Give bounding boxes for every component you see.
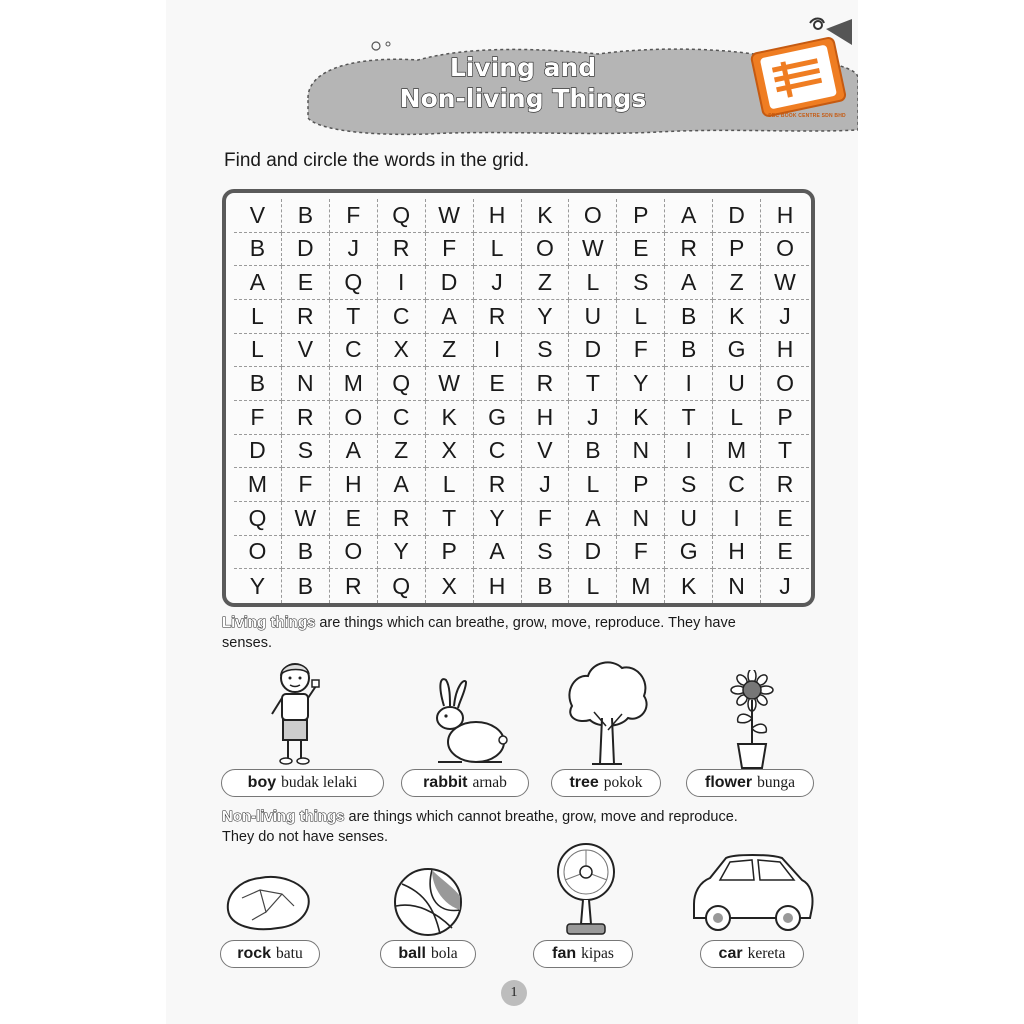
grid-cell[interactable]: M: [234, 468, 282, 502]
grid-cell[interactable]: K: [426, 401, 474, 435]
title-line-2: Non-living Things: [399, 84, 647, 113]
label-tree-my: pokok: [603, 774, 643, 791]
label-boy: [221, 769, 384, 797]
grid-cell[interactable]: R: [378, 233, 426, 267]
grid-cell[interactable]: Z: [426, 334, 474, 368]
grid-cell[interactable]: A: [378, 468, 426, 502]
label-ball-en: ball: [398, 945, 426, 962]
grid-cell[interactable]: W: [569, 233, 617, 267]
grid-cell[interactable]: K: [617, 401, 665, 435]
grid-cell[interactable]: C: [474, 435, 522, 469]
grid-cell[interactable]: W: [426, 367, 474, 401]
grid-cell[interactable]: E: [761, 536, 809, 570]
grid-cell[interactable]: J: [474, 266, 522, 300]
grid-cell[interactable]: U: [713, 367, 761, 401]
grid-cell[interactable]: L: [234, 334, 282, 368]
grid-cell[interactable]: E: [474, 367, 522, 401]
grid-cell[interactable]: H: [474, 569, 522, 603]
grid-cell[interactable]: J: [569, 401, 617, 435]
grid-cell[interactable]: L: [234, 300, 282, 334]
grid-cell[interactable]: V: [282, 334, 330, 368]
grid-cell[interactable]: Y: [234, 569, 282, 603]
rock-icon: [222, 870, 312, 932]
living-things-term: Living things: [222, 614, 316, 631]
grid-cell[interactable]: B: [282, 199, 330, 233]
grid-cell[interactable]: G: [713, 334, 761, 368]
grid-cell[interactable]: O: [522, 233, 570, 267]
grid-cell[interactable]: O: [234, 536, 282, 570]
label-rock-en: rock: [237, 945, 272, 962]
grid-cell[interactable]: E: [761, 502, 809, 536]
grid-cell[interactable]: F: [330, 199, 378, 233]
title-line-1: Living and: [449, 53, 597, 82]
grid-cell[interactable]: R: [378, 502, 426, 536]
grid-cell[interactable]: N: [617, 435, 665, 469]
grid-cell[interactable]: N: [713, 569, 761, 603]
grid-cell[interactable]: P: [713, 233, 761, 267]
grid-cell[interactable]: R: [330, 569, 378, 603]
grid-cell[interactable]: F: [234, 401, 282, 435]
grid-cell[interactable]: G: [474, 401, 522, 435]
label-tree-en: tree: [569, 774, 599, 791]
grid-cell[interactable]: S: [617, 266, 665, 300]
grid-cell[interactable]: E: [282, 266, 330, 300]
grid-cell[interactable]: L: [569, 468, 617, 502]
grid-cell[interactable]: H: [761, 334, 809, 368]
grid-cell[interactable]: B: [665, 300, 713, 334]
grid-cell[interactable]: S: [522, 334, 570, 368]
grid-cell[interactable]: F: [522, 502, 570, 536]
grid-cell[interactable]: A: [426, 300, 474, 334]
grid-cell[interactable]: A: [665, 199, 713, 233]
grid-cell[interactable]: J: [522, 468, 570, 502]
label-rock-my: batu: [276, 945, 303, 962]
grid-cell[interactable]: Y: [522, 300, 570, 334]
grid-cell[interactable]: Y: [617, 367, 665, 401]
grid-cell[interactable]: L: [426, 468, 474, 502]
grid-cell[interactable]: B: [234, 367, 282, 401]
grid-cell[interactable]: Y: [378, 536, 426, 570]
grid-cell[interactable]: F: [282, 468, 330, 502]
label-rock: [220, 940, 320, 968]
grid-cell[interactable]: F: [617, 334, 665, 368]
nonliving-things-text-1: are things which cannot breathe, grow, move and reproduce.: [344, 809, 738, 825]
grid-cell[interactable]: A: [234, 266, 282, 300]
book-logo-icon: [748, 15, 854, 121]
grid-cell[interactable]: L: [474, 233, 522, 267]
label-ball-my: bola: [430, 945, 458, 962]
grid-cell[interactable]: Q: [330, 266, 378, 300]
label-ball: [380, 940, 476, 968]
grid-cell[interactable]: A: [665, 266, 713, 300]
tree-icon: [562, 656, 652, 768]
grid-cell[interactable]: Q: [378, 199, 426, 233]
grid-cell[interactable]: S: [522, 536, 570, 570]
grid-cell[interactable]: B: [234, 233, 282, 267]
grid-cell[interactable]: I: [665, 367, 713, 401]
grid-cell[interactable]: M: [330, 367, 378, 401]
grid-cell[interactable]: E: [617, 233, 665, 267]
grid-cell[interactable]: S: [282, 435, 330, 469]
grid-cell[interactable]: T: [761, 435, 809, 469]
nonliving-things-text-2: They do not have senses.: [222, 829, 389, 845]
ball-icon: [392, 866, 464, 938]
grid-cell[interactable]: H: [522, 401, 570, 435]
label-car-en: car: [718, 945, 743, 962]
grid-cell[interactable]: H: [330, 468, 378, 502]
grid-cell[interactable]: L: [713, 401, 761, 435]
grid-cell[interactable]: Y: [474, 502, 522, 536]
grid-cell[interactable]: Z: [378, 435, 426, 469]
car-icon: [690, 852, 816, 936]
grid-cell[interactable]: L: [569, 569, 617, 603]
grid-cell[interactable]: U: [665, 502, 713, 536]
grid-cell[interactable]: T: [330, 300, 378, 334]
label-fan-my: kipas: [581, 945, 614, 962]
label-rabbit-en: rabbit: [423, 774, 468, 791]
living-things-text-2: senses.: [222, 635, 272, 651]
label-fan: [533, 940, 633, 968]
grid-cell[interactable]: K: [713, 300, 761, 334]
grid-cell[interactable]: V: [522, 435, 570, 469]
grid-cell[interactable]: R: [474, 300, 522, 334]
grid-cell[interactable]: P: [617, 468, 665, 502]
grid-cell[interactable]: D: [569, 334, 617, 368]
rabbit-icon: [426, 676, 508, 768]
grid-cell[interactable]: J: [761, 300, 809, 334]
grid-cell[interactable]: I: [665, 435, 713, 469]
grid-cell[interactable]: L: [617, 300, 665, 334]
grid-cell[interactable]: D: [713, 199, 761, 233]
word-search-grid: [234, 199, 809, 603]
grid-cell[interactable]: Q: [234, 502, 282, 536]
grid-cell[interactable]: A: [330, 435, 378, 469]
grid-cell[interactable]: F: [617, 536, 665, 570]
grid-cell[interactable]: J: [330, 233, 378, 267]
grid-cell[interactable]: S: [665, 468, 713, 502]
grid-cell[interactable]: R: [761, 468, 809, 502]
grid-cell[interactable]: D: [569, 536, 617, 570]
grid-cell[interactable]: O: [330, 401, 378, 435]
grid-cell[interactable]: F: [426, 233, 474, 267]
grid-cell[interactable]: T: [426, 502, 474, 536]
grid-cell[interactable]: H: [713, 536, 761, 570]
grid-cell[interactable]: Q: [378, 367, 426, 401]
grid-cell[interactable]: T: [569, 367, 617, 401]
label-car: [700, 940, 804, 968]
label-fan-en: fan: [552, 945, 577, 962]
page-number: 1: [501, 980, 527, 1006]
grid-cell[interactable]: L: [569, 266, 617, 300]
grid-cell[interactable]: C: [378, 401, 426, 435]
grid-cell[interactable]: R: [282, 401, 330, 435]
grid-cell[interactable]: H: [474, 199, 522, 233]
living-things-text-1: are things which can breathe, grow, move, reproduce. They have: [315, 615, 736, 631]
word-search-box: [222, 189, 815, 607]
grid-cell[interactable]: O: [330, 536, 378, 570]
grid-cell[interactable]: G: [665, 536, 713, 570]
grid-cell[interactable]: H: [761, 199, 809, 233]
grid-cell[interactable]: K: [665, 569, 713, 603]
grid-cell[interactable]: I: [474, 334, 522, 368]
fan-icon: [553, 842, 619, 938]
grid-cell[interactable]: X: [426, 569, 474, 603]
grid-cell[interactable]: W: [426, 199, 474, 233]
label-boy-my: budak lelaki: [281, 774, 358, 791]
grid-cell[interactable]: X: [378, 334, 426, 368]
grid-cell[interactable]: T: [665, 401, 713, 435]
grid-cell[interactable]: Z: [522, 266, 570, 300]
grid-cell[interactable]: N: [617, 502, 665, 536]
grid-cell[interactable]: N: [282, 367, 330, 401]
grid-cell[interactable]: U: [569, 300, 617, 334]
grid-cell[interactable]: D: [426, 266, 474, 300]
grid-cell[interactable]: R: [665, 233, 713, 267]
grid-cell[interactable]: I: [378, 266, 426, 300]
label-tree: [551, 769, 661, 797]
logo-caption: SBC BOOK CENTRE SDN BHD: [768, 113, 846, 119]
grid-cell[interactable]: M: [713, 435, 761, 469]
grid-cell[interactable]: W: [761, 266, 809, 300]
grid-cell[interactable]: C: [330, 334, 378, 368]
grid-cell[interactable]: W: [282, 502, 330, 536]
grid-cell[interactable]: X: [426, 435, 474, 469]
grid-cell[interactable]: A: [569, 502, 617, 536]
grid-cell[interactable]: B: [522, 569, 570, 603]
boy-icon: [268, 656, 328, 768]
grid-cell[interactable]: B: [282, 536, 330, 570]
label-rabbit: [401, 769, 529, 797]
grid-cell[interactable]: K: [522, 199, 570, 233]
label-rabbit-my: arnab: [472, 774, 507, 791]
grid-cell[interactable]: R: [474, 468, 522, 502]
grid-cell[interactable]: E: [330, 502, 378, 536]
label-flower-en: flower: [704, 774, 753, 791]
grid-cell[interactable]: P: [617, 199, 665, 233]
grid-cell[interactable]: C: [378, 300, 426, 334]
grid-cell[interactable]: O: [761, 367, 809, 401]
grid-cell[interactable]: Q: [378, 569, 426, 603]
instruction-text: Find and circle the words in the grid.: [224, 150, 530, 171]
grid-cell[interactable]: A: [474, 536, 522, 570]
grid-cell[interactable]: R: [282, 300, 330, 334]
grid-cell[interactable]: J: [779, 572, 791, 599]
label-car-my: kereta: [747, 945, 786, 962]
label-boy-en: boy: [247, 774, 277, 791]
grid-cell[interactable]: R: [522, 367, 570, 401]
grid-cell[interactable]: D: [282, 233, 330, 267]
grid-cell[interactable]: V: [234, 199, 282, 233]
grid-cell[interactable]: B: [282, 569, 330, 603]
grid-cell[interactable]: P: [761, 401, 809, 435]
grid-cell[interactable]: Z: [713, 266, 761, 300]
grid-cell[interactable]: M: [617, 569, 665, 603]
nonliving-things-paragraph: [222, 807, 822, 847]
label-flower-my: bunga: [757, 774, 795, 791]
grid-cell[interactable]: B: [665, 334, 713, 368]
grid-cell[interactable]: P: [426, 536, 474, 570]
living-things-paragraph: [222, 613, 822, 653]
grid-cell[interactable]: B: [569, 435, 617, 469]
grid-cell[interactable]: I: [713, 502, 761, 536]
nonliving-things-term: Non-living things: [222, 808, 345, 825]
grid-cell[interactable]: O: [569, 199, 617, 233]
sunflower-icon: [728, 670, 776, 770]
grid-cell[interactable]: D: [234, 435, 282, 469]
label-flower: [686, 769, 814, 797]
grid-cell[interactable]: O: [761, 233, 809, 267]
grid-cell[interactable]: C: [713, 468, 761, 502]
